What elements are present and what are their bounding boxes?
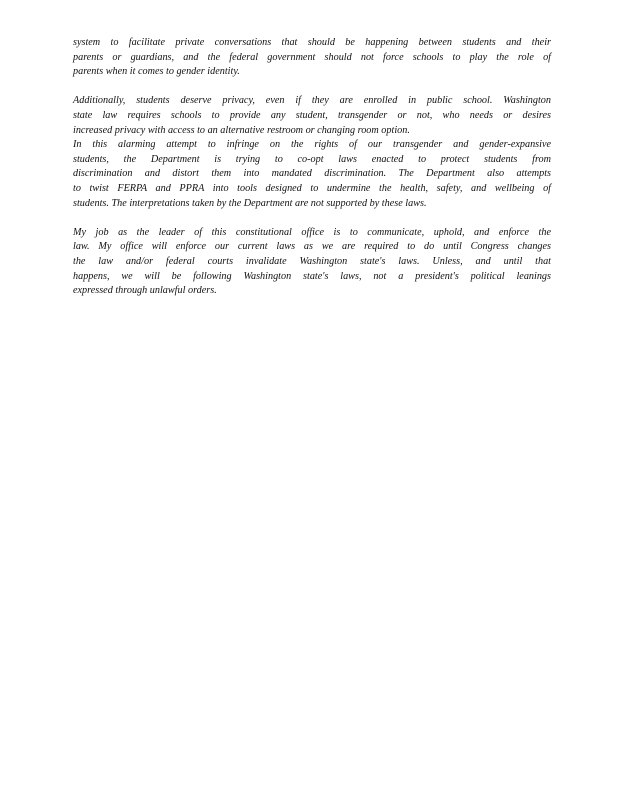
text-line: the law and/or federal courts invalidate Washington state's laws. Unless, and until that (73, 255, 551, 267)
text-line: expressed through unlawful orders. (73, 285, 217, 297)
paragraph-privacy-conversations (73, 36, 551, 80)
text-line: parents or guardians, and the federal government should not force schools to play the role of (73, 51, 551, 63)
paragraph-office-duty (73, 226, 551, 299)
paragraph-student-privacy (73, 94, 551, 211)
text-line: discrimination and distort them into mandated discrimination. The Department also attempts (73, 168, 551, 180)
text-line: law. My office will enforce our current laws as we are required to do until Congress changes (73, 241, 551, 253)
document-page (73, 36, 551, 313)
text-line: to twist FERPA and PPRA into tools designed to undermine the health, safety, and wellbeing of (73, 182, 551, 194)
text-line: students, the Department is trying to co-opt laws enacted to protect students from (73, 153, 551, 165)
text-line: happens, we will be following Washington state's laws, not a president's political leanings (73, 270, 551, 282)
text-line: state law requires schools to provide any student, transgender or not, who needs or desires (73, 109, 551, 121)
text-line: parents when it comes to gender identity. (73, 66, 240, 78)
text-line: increased privacy with access to an alternative restroom or changing room option. (73, 124, 410, 136)
text-line: My job as the leader of this constitutional office is to communicate, uphold, and enforce the (73, 226, 551, 238)
text-line: Additionally, students deserve privacy, even if they are enrolled in public school. Washington (73, 95, 551, 107)
text-line: In this alarming attempt to infringe on the rights of our transgender and gender-expansive (73, 139, 551, 151)
text-line: students. The interpretations taken by the Department are not supported by these laws. (73, 197, 427, 209)
text-line: system to facilitate private conversations that should be happening between students and their (73, 37, 551, 48)
